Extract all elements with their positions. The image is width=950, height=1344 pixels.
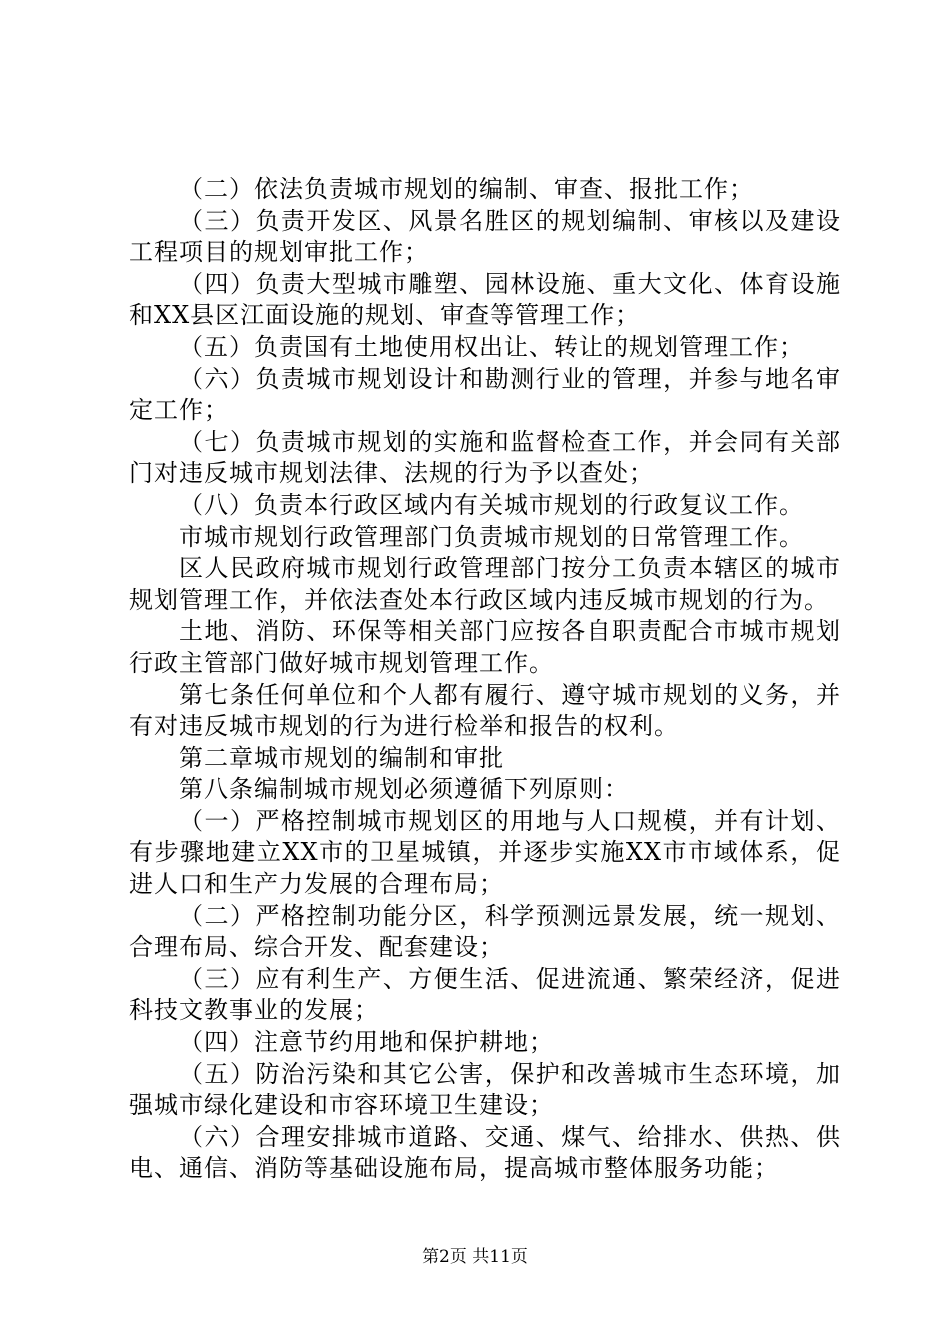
paragraph-municipal-duty: 市城市规划行政管理部门负责城市规划的日常管理工作。: [179, 522, 804, 551]
principle-item-1: （一）严格控制城市规划区的用地与人口规模，并有计划、有步骤地建立XX市的卫星城镇，并逐步实施XX市市域体系，促进人口和生产力发展的合理布局；: [129, 806, 841, 899]
principle-item-4: （四）注意节约用地和保护耕地；: [179, 1028, 554, 1057]
page-number-footer: 第2页 共11页: [422, 1247, 528, 1267]
paragraph-item-4: （四）负责大型城市雕塑、园林设施、重大文化、体育设施和XX县区江面设施的规划、审查等管理工作；: [129, 269, 841, 330]
paragraph-article-7: 第七条任何单位和个人都有履行、遵守城市规划的义务，并有对违反城市规划的行为进行检举和报告的权利。: [129, 680, 841, 741]
paragraph-item-5: （五）负责国有土地使用权出让、转让的规划管理工作；: [179, 332, 804, 361]
principle-item-6: （六）合理安排城市道路、交通、煤气、给排水、供热、供电、通信、消防等基础设施布局，提高城市整体服务功能；: [129, 1122, 841, 1183]
principle-item-3: （三）应有利生产、方便生活、促进流通、繁荣经济，促进科技文教事业的发展；: [129, 964, 841, 1025]
document-body: [129, 174, 841, 1185]
paragraph-item-2: （二）依法负责城市规划的编制、审查、报批工作；: [179, 175, 754, 203]
paragraph-related-departments: 土地、消防、环保等相关部门应按各自职责配合市城市规划行政主管部门做好城市规划管理工作。: [129, 617, 841, 677]
chapter-heading: 第二章城市规划的编制和审批: [179, 743, 504, 772]
paragraph-item-8: （八）负责本行政区域内有关城市规划的行政复议工作。: [179, 490, 804, 519]
paragraph-district-duty: 区人民政府城市规划行政管理部门按分工负责本辖区的城市规划管理工作，并依法查处本行政区域内违反城市规划的行为。: [129, 554, 841, 614]
principle-item-5: （五）防治污染和其它公害，保护和改善城市生态环境，加强城市绿化建设和市容环境卫生建设；: [129, 1059, 841, 1120]
paragraph-item-7: （七）负责城市规划的实施和监督检查工作，并会同有关部门对违反城市规划法律、法规的行为予以查处；: [129, 427, 841, 488]
principle-item-2: （二）严格控制功能分区，科学预测远景发展，统一规划、合理布局、综合开发、配套建设；: [129, 901, 841, 962]
paragraph-item-6: （六）负责城市规划设计和勘测行业的管理，并参与地名审定工作；: [129, 364, 841, 425]
paragraph-article-8: 第八条编制城市规划必须遵循下列原则：: [179, 775, 629, 804]
paragraph-item-3: （三）负责开发区、风景名胜区的规划编制、审核以及建设工程项目的规划审批工作；: [129, 206, 841, 267]
